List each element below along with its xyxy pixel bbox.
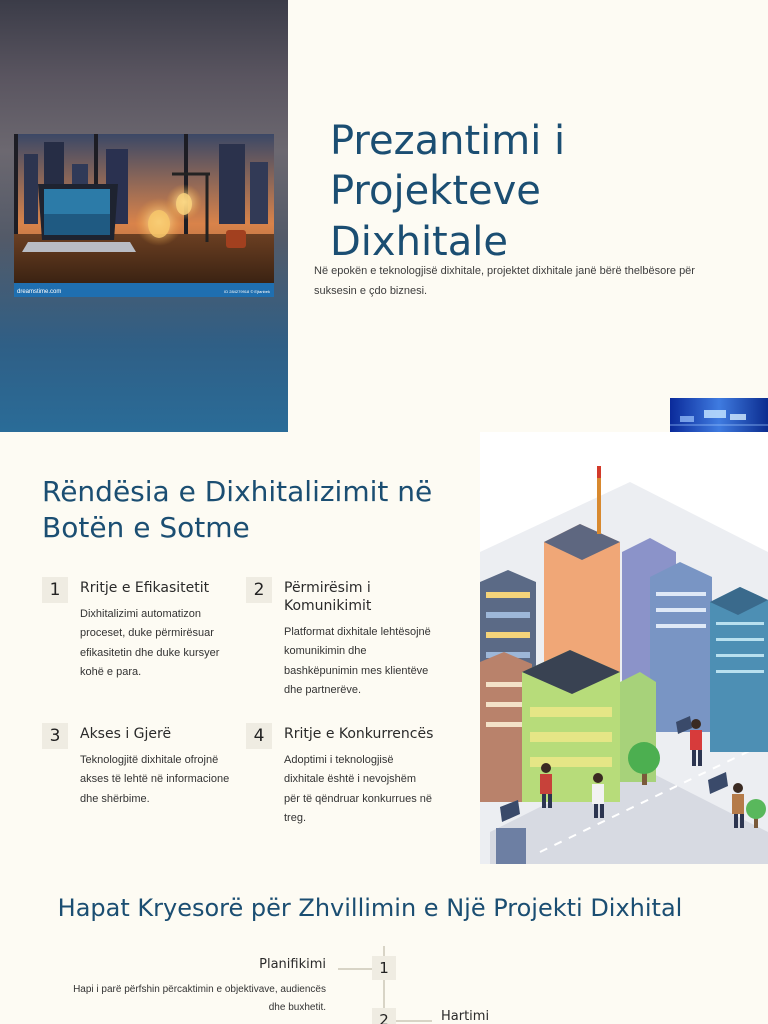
hero-photo-desk-laptop-lamp <box>14 134 274 297</box>
photo-watermark-right: ID 284279918 © Ejtanbek <box>224 289 270 294</box>
feature-title: Rritje e Efikasitetit <box>80 580 210 596</box>
isometric-city-illustration <box>480 432 768 864</box>
slide2-title: Rëndësia e Dixhitalizimit në Botën e Sotme <box>42 475 433 545</box>
timeline-step-badge-1: 1 <box>372 956 396 980</box>
feature-number-badge: 2 <box>246 577 272 603</box>
feature-title: Akses i Gjerë <box>80 726 172 742</box>
feature-number-badge: 4 <box>246 723 272 749</box>
feature-description: Teknologjitë dixhitale ofrojnë akses të lehtë në informacione dhe shërbime. <box>80 754 230 805</box>
slide1-title: Prezantimi i Projekteve Dixhitale <box>330 118 566 265</box>
feature-description: Dixhitalizimi automatizon proceset, duke përmirësuar efikasitetin dhe duke kursyer kohë e para. <box>80 608 220 678</box>
timeline-step-title-2: Hartimi <box>441 1009 490 1024</box>
feature-number-badge: 1 <box>42 577 68 603</box>
feature-number-badge: 3 <box>42 723 68 749</box>
feature-title: Përmirësim i Komunikimit <box>284 580 372 615</box>
slide1-description: Në epokën e teknologjisë dixhitale, projektet dixhitale janë bërë thelbësore për suksesin e çdo biznesi. <box>314 265 695 297</box>
slide3-title: Hapat Kryesorë për Zhvillimin e Një Projekti Dixhital <box>57 894 683 922</box>
feature-description: Platformat dixhitale lehtësojnë komunikimin dhe bashkëpunimin mes klientëve dhe partnerëve. <box>284 626 431 696</box>
feature-description: Adoptimi i teknologjisë dixhitale është i nevojshëm për të qëndruar konkurrues në treg. <box>284 754 432 824</box>
timeline-connector-2 <box>396 1020 432 1022</box>
feature-title: Rritje e Konkurrencës <box>284 726 434 742</box>
timeline-step-badge-2: 2 <box>372 1008 396 1024</box>
timeline-step-description-1: Hapi i parë përfshin përcaktimin e objektivave, audiencës dhe buxhetit. <box>73 984 326 1013</box>
corner-thumbnail-image <box>670 398 768 432</box>
photo-watermark-left: dreamstime.com <box>17 289 62 295</box>
hero-background-panel <box>0 0 288 432</box>
timeline-step-title-1: Planifikimi <box>259 957 326 972</box>
timeline-connector-1 <box>338 968 372 970</box>
